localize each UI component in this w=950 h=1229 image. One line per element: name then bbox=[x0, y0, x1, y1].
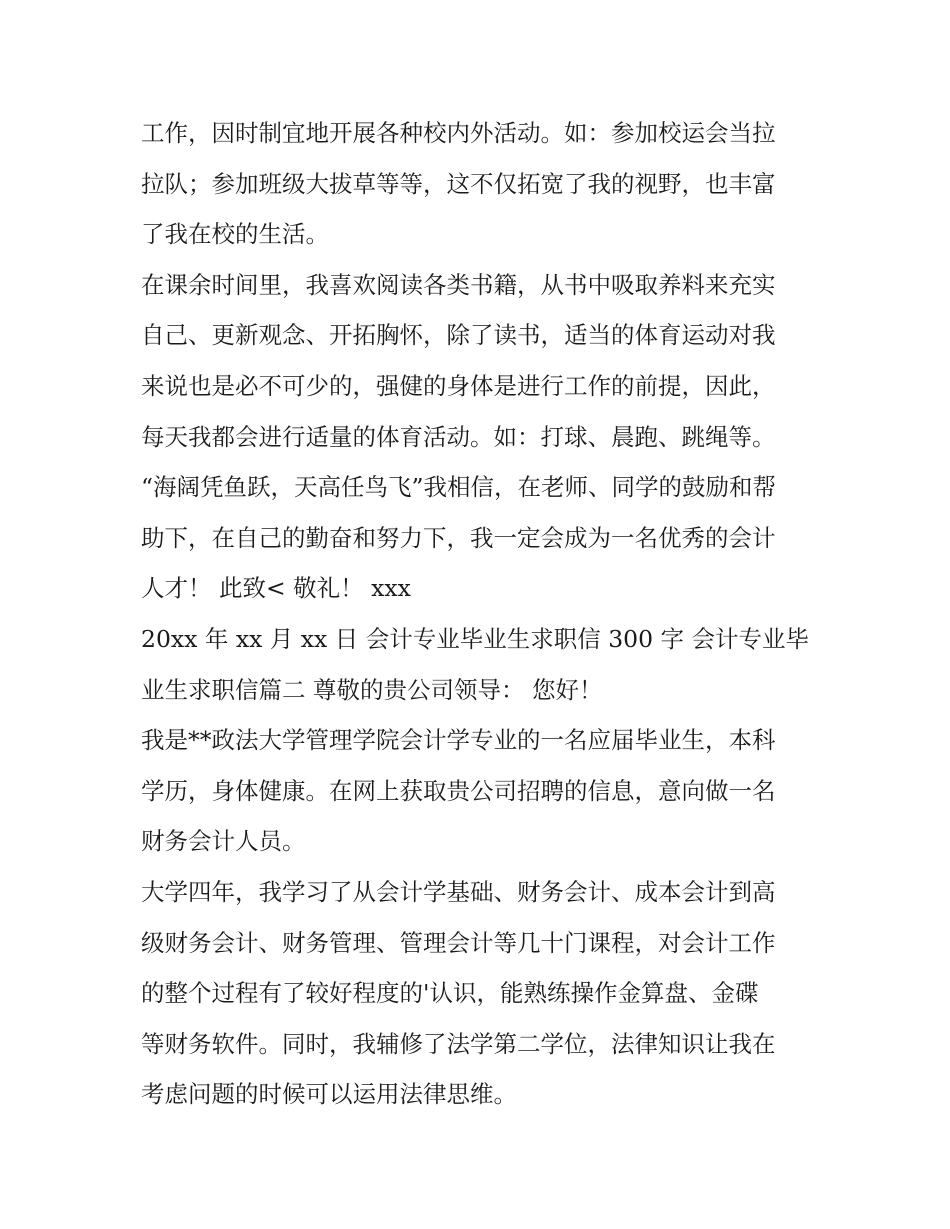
text-line: 自己、更新观念、开拓胸怀，除了读书，适当的体育运动对我 bbox=[141, 321, 776, 350]
text-line: “海阔凭鱼跃，天高任鸟飞”我相信，在老师、同学的鼓励和帮 bbox=[141, 473, 777, 502]
text-line: 财务会计人员。 bbox=[141, 827, 306, 856]
text-line: 20xx 年 xx 月 xx 日 会计专业毕业生求职信 300 字 会计专业毕 bbox=[141, 624, 810, 653]
text-line: 考虑问题的时候可以运用法律思维。 bbox=[141, 1080, 517, 1109]
text-line: 的整个过程有了较好程度的'认识，能熟练操作金算盘、金碟 bbox=[141, 979, 759, 1008]
text-line: 工作，因时制宜地开展各种校内外活动。如：参加校运会当拉 bbox=[141, 119, 776, 147]
letter-body bbox=[141, 108, 821, 1120]
text-line: 业生求职信篇二 尊敬的贵公司领导： 您好！ bbox=[141, 675, 603, 704]
text-line: 了我在校的生活。 bbox=[141, 220, 329, 249]
text-line: 在课余时间里，我喜欢阅读各类书籍，从书中吸取养料来充实 bbox=[141, 270, 776, 299]
text-line: 人才！ 此致< 敬礼！ xxx bbox=[141, 574, 411, 603]
text-line: 我是**政法大学管理学院会计学专业的一名应届毕业生，本科 bbox=[141, 726, 776, 755]
text-line: 级财务会计、财务管理、管理会计等几十门课程，对会计工作 bbox=[141, 928, 776, 957]
text-line: 拉队；参加班级大拔草等等，这不仅拓宽了我的视野，也丰富 bbox=[141, 169, 776, 198]
text-line: 学历，身体健康。在网上获取贵公司招聘的信息，意向做一名 bbox=[141, 776, 776, 805]
text-line: 来说也是必不可少的，强健的身体是进行工作的前提，因此， bbox=[141, 371, 776, 400]
text-line: 大学四年，我学习了从会计学基础、财务会计、成本会计到高 bbox=[141, 877, 776, 906]
text-line: 每天我都会进行适量的体育活动。如：打球、晨跑、跳绳等。 bbox=[141, 422, 776, 451]
text-line: 等财务软件。同时，我辅修了法学第二学位，法律知识让我在 bbox=[141, 1029, 776, 1058]
text-line: 助下，在自己的勤奋和努力下，我一定会成为一名优秀的会计 bbox=[141, 523, 776, 552]
